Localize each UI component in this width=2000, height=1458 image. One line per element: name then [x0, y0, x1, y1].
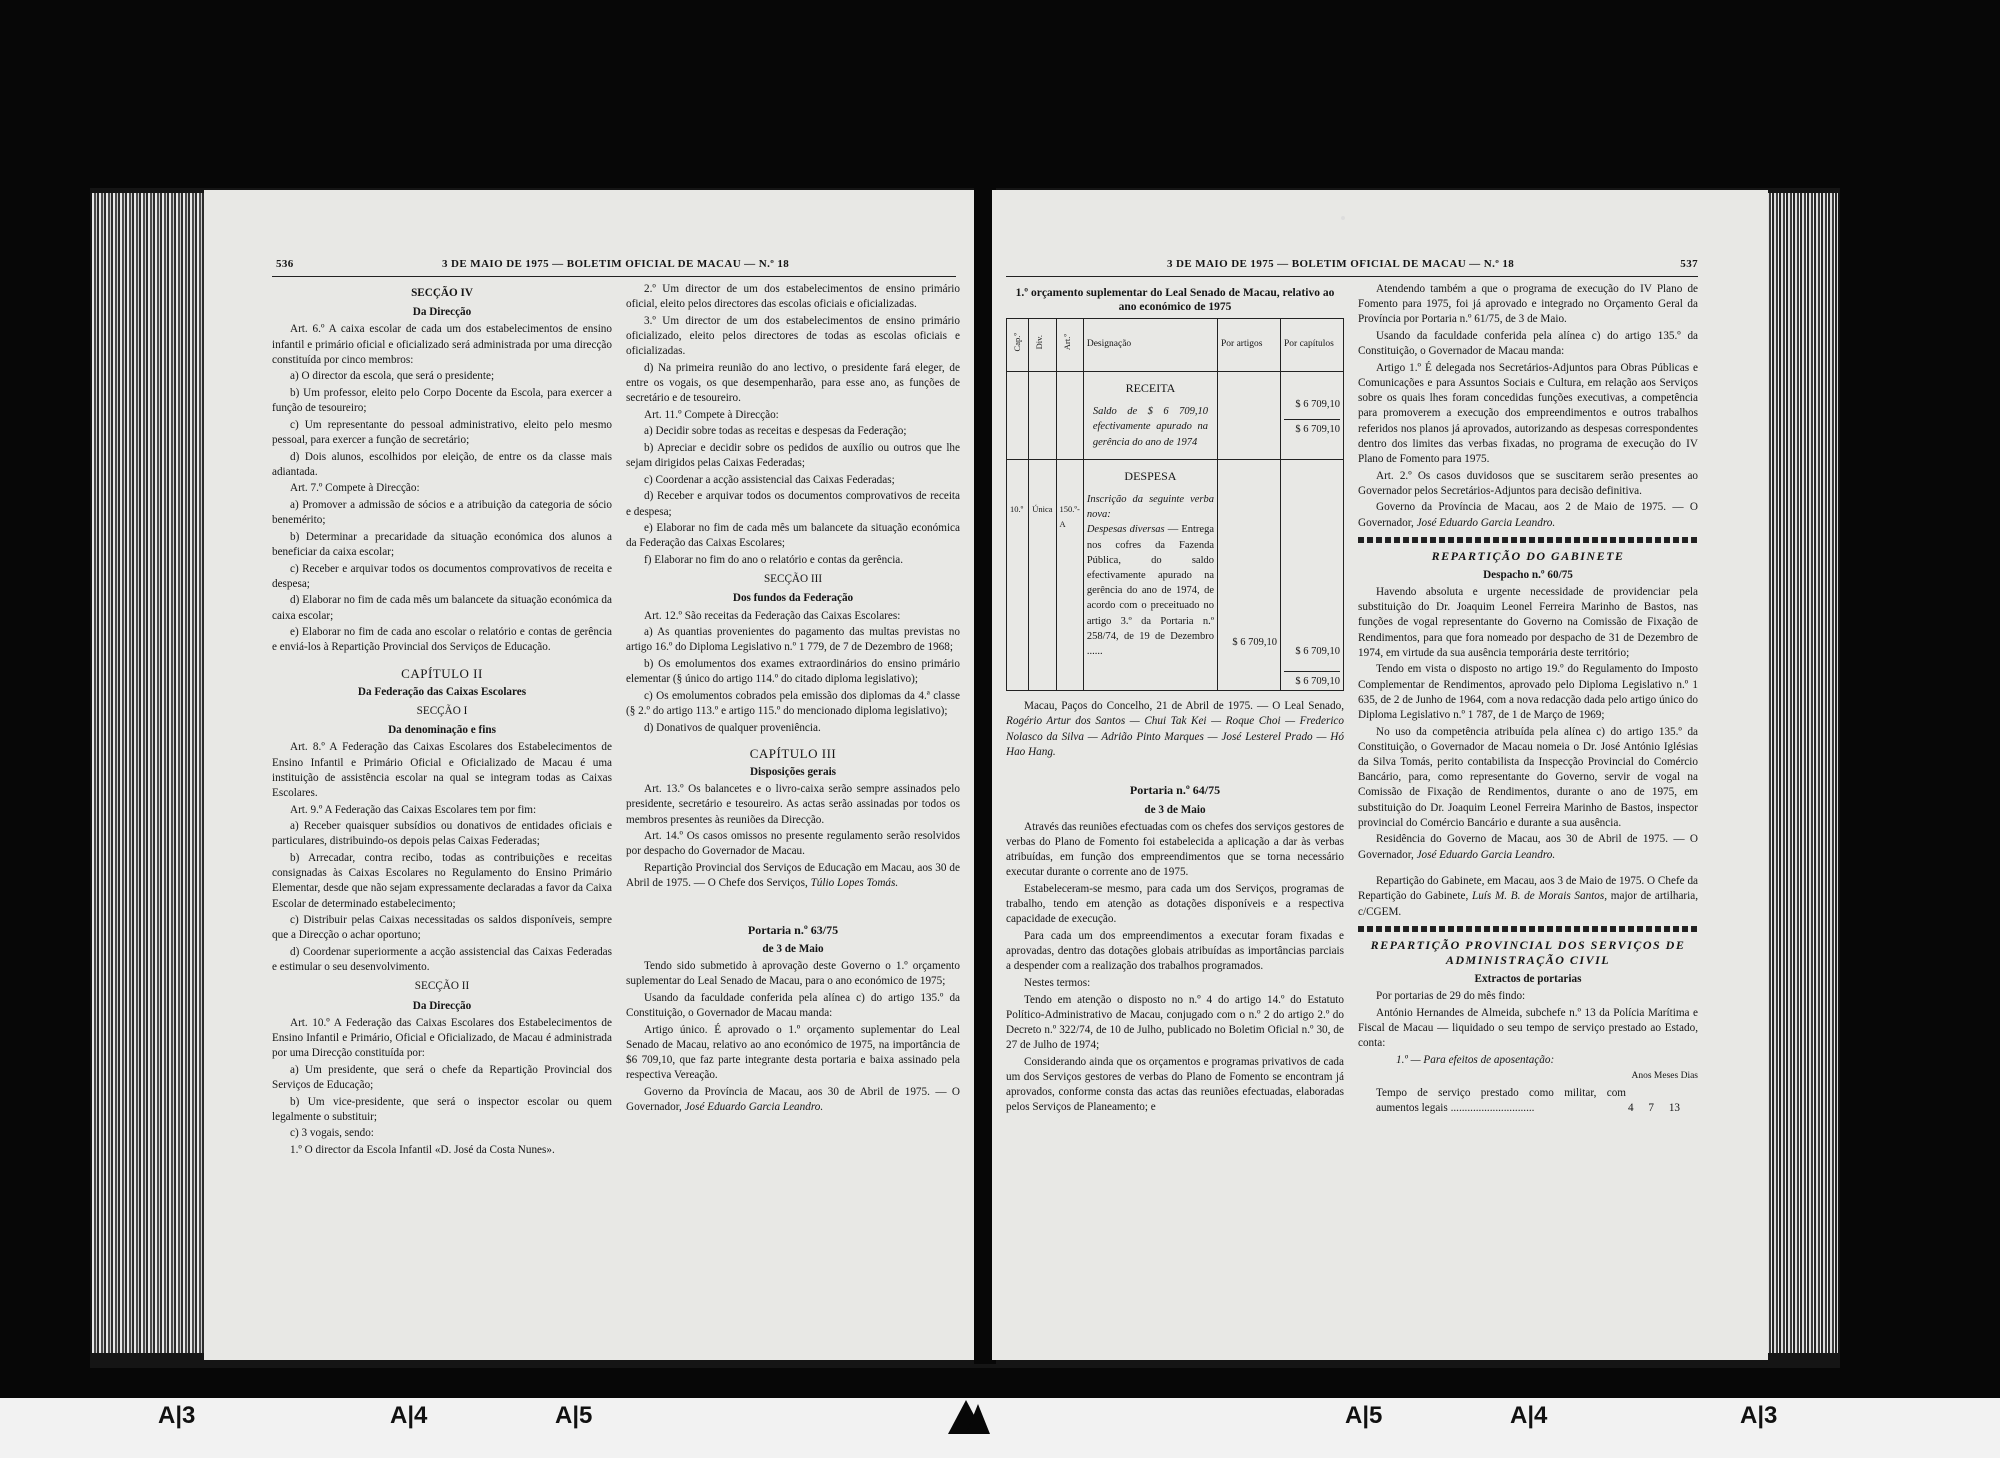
heading-seccao-i: SECÇÃO I	[416, 704, 468, 717]
running-title: 3 DE MAIO DE 1975 — BOLETIM OFICIAL DE MACAU — N.º 18	[442, 258, 790, 270]
art-6a: a) O director da escola, que será o presidente;	[290, 370, 495, 383]
senado-names: Rogério Artur dos Santos — Chui Tak Kei — Roque Choi — Frederico Nolasco da Silva — Adrião Pinto Marques — José Lesterel Prado — Hó Hao Hang.	[1006, 715, 1344, 758]
col-header-cap: Cap.º	[1012, 332, 1022, 352]
left-column-2	[626, 282, 960, 1117]
heading-disposicoes: Disposições gerais	[749, 765, 837, 778]
right-column-2	[1358, 282, 1698, 1116]
portaria-64-art-2: Art. 2.º Os casos duvidosos que se suscitarem serão presentes ao Governador pelos Secretários-Adjuntos para decisão definitiva.	[1358, 469, 1698, 497]
portaria-64-art-1: Artigo 1.º É delegada nos Secretários-Adjuntos para Obras Públicas e Comunicações e para Assuntos Sociais e Cultura, em relação aos Serviços sobre os quais lhes foram concedidas funções executivas, a competência para promoverem a execução dos empreendimentos e outros trabalhos referidos nos planos já aprovados, autorizando as despesas correspondentes dentro dos limites das verbas fixadas, no programa de execução do IV Plano de Fomento para 1975.	[1358, 361, 1698, 466]
heading-portaria-63-date: de 3 de Maio	[762, 942, 824, 955]
dust-speck	[1341, 216, 1345, 220]
vogal-2: 2.º Um director de um dos estabelecimentos de ensino primário oficial, eleito pelos directores das escolas oficiais e oficializadas.	[626, 283, 960, 311]
senado-signature	[1006, 699, 1344, 760]
portaria-64-para-6: Considerando ainda que os orçamentos e programas privativos de cada um dos Serviços gestores de verbas do Plano de Fomento se encontram já aprovados, conforme consta das actas das reuniões efectuadas, elaboradas pelos Serviços de Planeamento; e	[1006, 1055, 1344, 1114]
right-column-1	[1006, 282, 1344, 1117]
orcamento-title: 1.º orçamento suplementar do Leal Senado de Macau, relativo ao ano económico de 1975	[1015, 287, 1335, 313]
despesa-cap: 10.º	[1007, 459, 1029, 690]
portaria-64-signature-text: Governo da Província de Macau, aos 2 de Maio de 1975. — O Governador,	[1358, 501, 1698, 529]
despesa-cell	[1083, 459, 1217, 690]
art-8: Art. 8.º A Federação das Caixas Escolares dos Estabelecimentos de Ensino Infantil e Primário Oficial e Oficializado de Macau é uma instituição de assistência escolar na qual se integram todas as Caixas Escolares.	[272, 741, 612, 799]
art-6d: d) Dois alunos, escolhidos por eleição, de entre os da classe mais adiantada.	[272, 450, 612, 478]
portaria-64-para-4: Nestes termos:	[1024, 977, 1091, 990]
extracto-para-3: 1.º — Para efeitos de aposentação:	[1396, 1053, 1555, 1066]
portaria-63-signature	[626, 1085, 960, 1115]
portaria-63-para-3: Artigo único. É aprovado o 1.º orçamento suplementar do Leal Senado de Macau, relativo ao ano económico de 1975, na importância de $6 709,10, que faz parte integrante desta portaria e baixa assinado pela respectiva Vereação.	[626, 1023, 960, 1082]
bottom-mark-6: A|3	[1740, 1402, 1778, 1429]
left-page-edges	[92, 193, 204, 1353]
receita-cell	[1083, 372, 1217, 460]
service-time-values: 4 7 13	[1628, 1102, 1680, 1115]
art-7c: c) Receber e arquivar todos os documentos comprovativos de receita e despesa;	[272, 562, 612, 590]
heading-despacho-60: Despacho n.º 60/75	[1483, 568, 1573, 581]
art-9b: b) Arrecadar, contra recibo, todas as contribuições e receitas consignadas às Caixas Escolares no Regulamento do Ensino Primário Elementar, desde que não sejam expressamente declaradas a favor da Caixa Escolar de determinado estabelecimento;	[272, 851, 612, 910]
receita-description: Saldo de $ 6 709,10 efectivamente apurado na gerência do ano de 1974	[1092, 406, 1208, 448]
art-11: Art. 11.º Compete à Direcção:	[644, 408, 779, 421]
bottom-mark-4: A|5	[1345, 1402, 1383, 1429]
col-header-div: Div.	[1034, 334, 1045, 350]
heading-portaria-64-date: de 3 de Maio	[1144, 803, 1206, 816]
heading-direccao-2: Da Direcção	[412, 999, 472, 1012]
heading-capitulo-iii: CAPÍTULO III	[749, 745, 837, 761]
orcamento-table	[1006, 318, 1344, 691]
art-14: Art. 14.º Os casos omissos no presente regulamento serão resolvidos por despacho do Governador de Macau.	[626, 830, 960, 858]
right-page	[992, 190, 1768, 1360]
art-11a: a) Decidir sobre todas as receitas e despesas da Federação;	[644, 425, 907, 438]
despacho-signature-text: Residência do Governo de Macau, aos 30 de Abril de 1975. — O Governador,	[1358, 833, 1698, 861]
film-strip	[0, 1398, 2000, 1458]
portaria-64-para-3: Para cada um dos empreendimentos a executar foram fixadas e aprovadas, dentro das dotações globais atribuídas as importâncias parciais a despender com a realização dos trabalhos programados.	[1006, 930, 1344, 973]
art-11c: c) Coordenar a acção assistencial das Caixas Federadas;	[644, 473, 895, 486]
section-separator	[1358, 537, 1698, 543]
art-9c: c) Distribuir pelas Caixas necessitadas os saldos disponíveis, sempre que a Direcção o achar oportuno;	[272, 914, 612, 942]
receita-amount: $ 6 709,10	[1295, 399, 1340, 411]
despesa-description	[1087, 522, 1214, 659]
heading-administracao-civil: REPARTIÇÃO PROVINCIAL DOS SERVIÇOS DE ADMINISTRAÇÃO CIVIL	[1370, 937, 1686, 967]
heading-portaria-63: Portaria n.º 63/75	[747, 922, 839, 937]
portaria-64-para-2: Estabeleceram-se mesmo, para cada um dos Serviços, programas de trabalho, tendo em atenção as dotações disponíveis e a respectiva capacidade de execução.	[1006, 883, 1344, 926]
table-row-receita	[1007, 372, 1344, 460]
despesa-intro: Inscrição da seguinte verba nova:	[1086, 494, 1214, 521]
portaria-64-para-8: Usando da faculdade conferida pela alínea c) do artigo 135.º da Constituição, o Governador de Macau manda:	[1358, 330, 1698, 358]
despesa-by-chapter: $ 6 709,10	[1295, 645, 1340, 657]
art-6: Art. 6.º A caixa escolar de cada um dos estabelecimentos de ensino infantil e primário oficial e oficializado será administrada por uma direcção constituída por cinco membros:	[272, 323, 612, 366]
right-page-edges	[1760, 193, 1838, 1353]
bottom-mark-1: A|3	[158, 1402, 196, 1429]
art-12c: c) Os emolumentos cobrados pela emissão dos diplomas da 4.ª classe (§ 2.º do artigo 113.º e artigo 115.º do mencionado diploma legislativo);	[626, 689, 960, 717]
gabinete-signature-text: Repartição do Gabinete, em Macau, aos 3 de Maio de 1975. O Chefe da Repartição do Gabinete,	[1358, 875, 1698, 903]
col-header-por-artigos: Por artigos	[1218, 319, 1281, 372]
portaria-63-signature-name: José Eduardo Garcia Leandro.	[684, 1101, 824, 1114]
service-time-row	[1358, 1086, 1698, 1116]
orcamento-table-header	[1007, 319, 1344, 372]
heading-portaria-64: Portaria n.º 64/75	[1129, 783, 1221, 798]
art-10c: c) 3 vogais, sendo:	[290, 1127, 374, 1140]
art-10b: b) Um vice-presidente, que será o inspector escolar ou quem legalmente o substituir;	[272, 1095, 612, 1123]
art-11f: f) Elaborar no fim do ano o relatório e contas da gerência.	[644, 553, 904, 566]
extracto-para-2: António Hernandes de Almeida, subchefe n.º 13 da Polícia Marítima e Fiscal de Macau — liquidado o seu tempo de serviço prestado ao Estado, conta:	[1358, 1006, 1698, 1050]
portaria-64-para-1: Através das reuniões efectuadas com os chefes dos serviços gestores de verbas do Plano de Fomento foi estabelecida a aplicação a dar às verbas atribuídas, em função dos empreendimentos que se torna necessário executar durante o corrente ano de 1975.	[1006, 820, 1344, 879]
section-separator	[1358, 926, 1698, 932]
heading-extractos: Extractos de portarias	[1474, 972, 1582, 985]
gabinete-signature-rank: major de artilharia, c/CGEM.	[1358, 890, 1699, 918]
art-6b: b) Um professor, eleito pelo Corpo Docente da Escola, para exercer a função de tesoureiro;	[272, 387, 612, 415]
heading-repartição-gabinete: REPARTIÇÃO DO GABINETE	[1431, 548, 1625, 563]
despesa-label: DESPESA	[1124, 468, 1177, 483]
despacho-para-3: No uso da competência atribuída pela alínea c) do artigo 135.º da Constituição, o Governador de Macau nomeia o Dr. José António Iglésias da Silva Tomás, perito contabilista da Inspecção Provincial do Comércio Bancário, para, como representante do Governo, servir de vogal na Comissão de Fixação de Rendimentos, durante o ano de 1975, em substituição do Dr. Joaquim Leonel Ferreira Marinho de Bastos, inspector provincial do Comércio Bancário e durante a sua ausência.	[1358, 725, 1698, 829]
extracto-para-1: Por portarias de 29 do mês findo:	[1376, 990, 1526, 1003]
spine-tip-2	[966, 1404, 990, 1434]
art-7a: a) Promover a admissão de sócios e a atribuição da categoria de sócio benemérito;	[272, 498, 612, 527]
running-title: 3 DE MAIO DE 1975 — BOLETIM OFICIAL DE MACAU — N.º 18	[1167, 258, 1515, 270]
art-12d: d) Donativos de qualquer proveniência.	[644, 721, 821, 734]
page-number: 537	[1680, 258, 1698, 270]
heading-fundos: Dos fundos da Federação	[732, 592, 854, 605]
portaria-63-para-1: Tendo sido submetido à aprovação deste Governo o 1.º orçamento suplementar do Leal Senado de Macau, para o ano económico de 1975;	[626, 960, 960, 988]
art-7e: e) Elaborar no fim de cada ano escolar o relatório e contas de gerência e enviá-los à Repartição Provincial dos Serviços de Educação.	[272, 626, 612, 654]
art-7: Art. 7.º Compete à Direcção:	[290, 482, 420, 495]
despacho-para-2: Tendo em vista o disposto no artigo 19.º do Regulamento do Imposto Complementar de Rendimentos, aprovado pelo Diploma Legislativo n.º 1 635, de 2 de Junho de 1964, com a nova redacção dada pelo artigo único do Diploma Legislativo n.º 1 787, de 1 de Março de 1969;	[1358, 663, 1698, 722]
heading-seccao-iv: SECÇÃO IV	[411, 287, 473, 299]
col-header-por-capitulos: Por capítulos	[1281, 319, 1344, 372]
art-12b: b) Os emolumentos dos exames extraordinários do ensino primário elementar (§ único do artigo 114.º do citado diploma legislativo);	[626, 657, 960, 686]
bottom-mark-2: A|4	[390, 1402, 428, 1429]
art-9d: d) Coordenar superiormente a acção assistencial das Caixas Federadas e estimular o seu desenvolvimento.	[272, 945, 612, 974]
receita-total: $ 6 709,10	[1284, 419, 1340, 437]
receita-amount-cell	[1281, 372, 1344, 460]
page-number: 536	[276, 258, 294, 270]
vogal-3: 3.º Um director de um dos estabelecimentos de ensino primário oficializado, eleito pelos directores de todas as escolas oficiais e oficializadas.	[626, 314, 960, 358]
art-10d: d) Na primeira reunião do ano lectivo, o presidente fará eleger, de entre os vogais, os que desempenharão, para esse ano, as funções de secretário e de tesoureiro.	[626, 361, 960, 405]
heading-seccao-iii: SECÇÃO III	[763, 573, 823, 586]
despesa-item-text: — Entrega nos cofres da Fazenda Pública, do saldo efectivamente apurado na gerência do ano de 1974, de acordo com o preceituado no artigo 3.º da Portaria n.º 258/74, de 19 de Dezembro ......	[1086, 524, 1214, 658]
art-10a: a) Um presidente, que será o chefe da Repartição Provincial dos Serviços de Educação;	[272, 1063, 612, 1091]
left-column-1	[272, 282, 612, 1160]
despesa-art: 150.º-A	[1056, 459, 1083, 690]
portaria-64-para-5: Tendo em atenção o disposto no n.º 4 do artigo 14.º do Estatuto Político-Administrativo de Macau, conjugado com o n.º 2 do artigo 2.º do Decreto n.º 322/74, de 10 de Julho, publicado no Boletim Oficial n.º 30, de 27 de Julho de 1974;	[1006, 993, 1344, 1052]
art-11b: b) Apreciar e decidir sobre os pedidos de auxílio ou outros que lhe sejam dirigidos pelas Caixas Federadas;	[626, 441, 960, 470]
art-13: Art. 13.º Os balancetes e o livro-caixa serão sempre assinados pelo presidente, secretário e tesoureiro. As actas serão assinadas por todos os membros presentes às reuniões da Direcção.	[626, 783, 960, 826]
art-12: Art. 12.º São receitas da Federação das Caixas Escolares:	[644, 609, 901, 622]
signature-educacao-name: Túlio Lopes Tomás.	[810, 877, 899, 890]
portaria-64-signature	[1358, 500, 1698, 530]
portaria-64-para-7: Atendendo também a que o programa de execução do IV Plano de Fomento para 1975, foi já aprovado e integrado no Orçamento Geral da Província por Portaria n.º 61/75, de 3 de Maio.	[1358, 283, 1698, 326]
art-9: Art. 9.º A Federação das Caixas Escolares tem por fim:	[290, 803, 537, 816]
despesa-amount-cell	[1281, 459, 1344, 690]
portaria-63-signature-text: Governo da Província de Macau, aos 30 de Abril de 1975. — O Governador,	[626, 1085, 960, 1114]
despesa-div: Única	[1029, 459, 1056, 690]
art-7b: b) Determinar a precaridade da situação económica dos alunos a beneficiar da caixa escolar;	[272, 530, 612, 558]
heading-federacao: Da Federação das Caixas Escolares	[357, 685, 527, 698]
receita-label: RECEITA	[1125, 381, 1176, 395]
portaria-63-para-2: Usando da faculdade conferida pela alínea c) do artigo 135.º da Constituição, o Governador de Macau manda:	[626, 991, 960, 1020]
heading-capitulo-ii: CAPÍTULO II	[401, 665, 483, 681]
despacho-signature	[1358, 832, 1698, 862]
gabinete-signature-name: Luís M. B. de Morais Santos,	[1471, 890, 1608, 903]
art-6c: c) Um representante do pessoal administrativo, eleito pelo mesmo pessoal, para exercer a função de secretário;	[272, 418, 612, 446]
art-7d: d) Elaborar no fim de cada mês um balancete da situação económica da caixa escolar;	[272, 594, 612, 622]
col-header-designacao: Designação	[1083, 319, 1217, 372]
heading-denominacao: Da denominação e fins	[388, 724, 496, 737]
service-time-label: Tempo de serviço prestado como militar, com aumentos legais ..............................	[1376, 1086, 1626, 1115]
gabinete-signature	[1358, 874, 1698, 920]
art-11d: d) Receber e arquivar todos os documentos comprovativos de receita e despesa;	[626, 490, 960, 518]
art-10c-1: 1.º O director da Escola Infantil «D. José da Costa Nunes».	[290, 1143, 555, 1156]
despacho-signature-name: José Eduardo Garcia Leandro.	[1416, 848, 1556, 861]
header-rule	[272, 276, 956, 277]
art-10: Art. 10.º A Federação das Caixas Escolares dos Estabelecimentos de Ensino Infantil e Primário, Oficial e Oficializado, de Macau é administrada por uma Direcção constituída por:	[272, 1016, 612, 1060]
portaria-64-signature-name: José Eduardo Garcia Leandro.	[1416, 516, 1556, 529]
table-row-despesa	[1007, 459, 1344, 690]
despesa-total: $ 6 709,10	[1284, 671, 1340, 689]
bottom-mark-5: A|4	[1510, 1402, 1548, 1429]
senado-signature-text: Macau, Paços do Concelho, 21 de Abril de 1975. — O Leal Senado,	[1024, 700, 1344, 713]
left-page	[204, 190, 980, 1360]
despacho-para-1: Havendo absoluta e urgente necessidade de providenciar pela substituição do Dr. Joaquim Leonel Ferreira Marinho de Bastos, nas funções de vogal representante do Governo na Comissão de Fixação de Rendimentos, para que fora nomeado por despacho de 31 de Dezembro de 1974, em virtude da sua ausência temporária deste território;	[1358, 586, 1698, 659]
signature-educacao	[626, 861, 960, 891]
col-header-art: Art.º	[1061, 333, 1072, 350]
art-9a: a) Receber quaisquer subsídios ou donativos de entidades oficiais e particulares, distribuindo-os depois pelas Caixas Federadas;	[272, 820, 612, 848]
despesa-by-article: $ 6 709,10	[1218, 459, 1281, 690]
signature-educacao-text: Repartição Provincial dos Serviços de Educação em Macau, aos 30 de Abril de 1975. — O Chefe dos Serviços,	[626, 861, 960, 890]
art-12a: a) As quantias provenientes do pagamento das multas previstas no artigo 16.º do Diploma Legislativo n.º 1 779, de 7 de Dezembro de 1968;	[626, 626, 960, 654]
despesa-item-title: Despesas diversas	[1086, 524, 1165, 536]
heading-direccao: Da Direcção	[412, 306, 472, 319]
art-11e: e) Elaborar no fim de cada mês um balancete da situação económica da Federação das Caixas Escolares;	[626, 522, 960, 550]
header-rule	[1006, 276, 1698, 277]
service-columns-header: Anos Meses Dias	[1631, 1071, 1698, 1082]
heading-seccao-ii: SECÇÃO II	[414, 980, 470, 993]
bottom-mark-3: A|5	[555, 1402, 593, 1429]
